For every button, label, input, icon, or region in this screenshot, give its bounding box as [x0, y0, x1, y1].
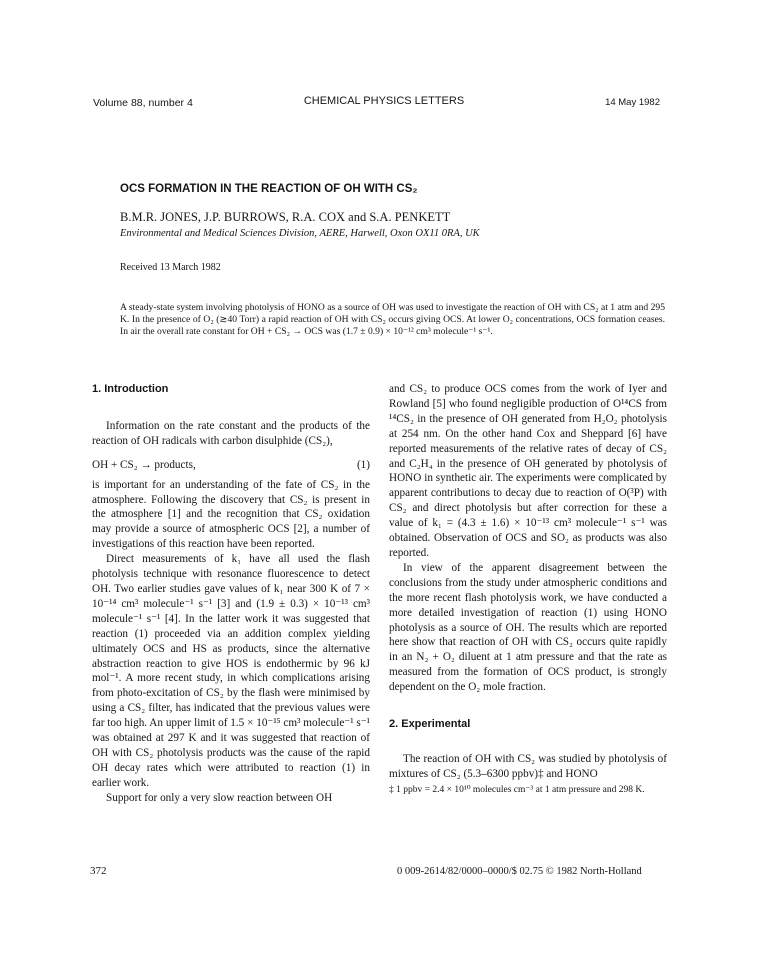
section-heading-introduction: 1. Introduction	[92, 383, 169, 395]
article-received-date: Received 13 March 1982	[120, 262, 221, 273]
intro-paragraph-4: Support for only a very slow reaction between OH	[106, 791, 333, 804]
left-column	[92, 382, 370, 806]
equation-1	[92, 458, 370, 473]
experimental-paragraph-1: The reaction of OH with CS₂ was studied by photolysis of mixtures of CS₂ (5.3–6300 ppbv)‡ and HONO	[389, 752, 667, 780]
intro-paragraph-3: Direct measurements of k₁ have all used the flash photolysis technique with resonance fluorescence to detect OH. Two earlier studies gave values of k₁ near 300 K of 7 × 10⁻¹⁴ cm³ molecule⁻¹ s⁻¹ [3] and (1.9 ± 0.3) × 10⁻¹³ cm³ molecule⁻¹ s⁻¹ [4]. In the latter work it was suggested that reaction (1) proceeded via an addition complex yielding ultimately OCS and HS as products, since the alternative abstraction reaction to give HOS is endothermic by 96 kJ mol⁻¹. A more recent study, in which complications arising from photo-excitation of CS₂ by the flash were minimised by using a CS₂ filter, has indicated that the previous values were far too high. An upper limit of 1.5 × 10⁻¹⁵ cm³ molecule⁻¹ s⁻¹ was obtained at 297 K and it was suggested that reaction of OH with CS₂ photolysis products was the cause of the rapid OH decay rates which were attributed to reaction (1) in earlier work.	[92, 553, 370, 789]
header-volume: Volume 88, number 4	[93, 97, 193, 109]
intro-paragraph-6: In view of the apparent disagreement between the conclusions from the study under atmospheric conditions and the more recent flash photolysis work, we have conducted a more detailed investigation of reaction (1) using HONO photolysis as a source of OH. The results which are reported here show that reaction of OH with CS₂ occurs quite rapidly in an N₂ + O₂ diluent at 1 atm pressure and that the rate as measured from the formation of OCS product, is strongly dependent on the O₂ mole fraction.	[389, 561, 667, 694]
header-journal: CHEMICAL PHYSICS LETTERS	[303, 95, 465, 107]
intro-paragraph-2: is important for an understanding of the fate of CS₂ in the atmosphere. Following the discovery that CS₂ is present in the atmosphere [1] and the recognition that CS₂ oxidation may provide a source of atmospheric OCS [2], a number of investigations of this reaction have been reported.	[92, 478, 370, 551]
header-date: 14 May 1982	[605, 97, 660, 108]
article-authors: B.M.R. JONES, J.P. BURROWS, R.A. COX and S.A. PENKETT	[120, 210, 451, 224]
page-number: 372	[90, 865, 107, 877]
footnote: ‡ 1 ppbv = 2.4 × 10¹⁰ molecules cm⁻³ at 1 atm pressure and 298 K.	[389, 784, 645, 795]
intro-paragraph-5: and CS₂ to produce OCS comes from the work of Iyer and Rowland [5] who found negligible production of O¹⁴CS from ¹⁴CS₂ in the presence of OH generated from H₂O₂ photolysis at 254 nm. On the other hand Cox and Sheppard [6] have reported measurements of the relative rates of decay of CS₂ and C₂H₄ in the presence of OH generated by photolysis of HONO in synthetic air. The experiments were complicated by apparent contributions to decay due to reaction of O(³P) with CS₂ and direct photolysis but after correction for these a value of k₁ = (4.3 ± 1.6) × 10⁻¹³ cm³ molecule⁻¹ s⁻¹ was obtained. Observation of OCS and SO₂ as products was also reported.	[389, 383, 667, 559]
intro-paragraph-1: Information on the rate constant and the products of the reaction of OH radicals with carbon disulphide (CS₂),	[92, 419, 370, 447]
equation-number: (1)	[356, 458, 370, 471]
copyright-line: 0 009-2614/82/0000–0000/$ 02.75 © 1982 North-Holland	[397, 866, 642, 877]
article-affiliation: Environmental and Medical Sciences Division, AERE, Harwell, Oxon OX11 0RA, UK	[120, 228, 480, 239]
equation-text: OH + CS₂ → products,	[92, 458, 196, 471]
right-column	[389, 382, 667, 796]
article-abstract: A steady-state system involving photolysis of HONO as a source of OH was used to investigate the reaction of OH with CS₂ at 1 atm and 295 K. In the presence of O₂ (≳40 Torr) a rapid reaction of OH with CS₂ occurs giving OCS. At lower O₂ concentrations, OCS formation ceases. In air the overall rate constant for OH + CS₂ → OCS was (1.7 ± 0.9) × 10⁻¹² cm³ molecule⁻¹ s⁻¹.	[120, 302, 665, 338]
article-title: OCS FORMATION IN THE REACTION OF OH WITH CS₂	[120, 183, 418, 195]
section-heading-experimental: 2. Experimental	[389, 718, 471, 731]
